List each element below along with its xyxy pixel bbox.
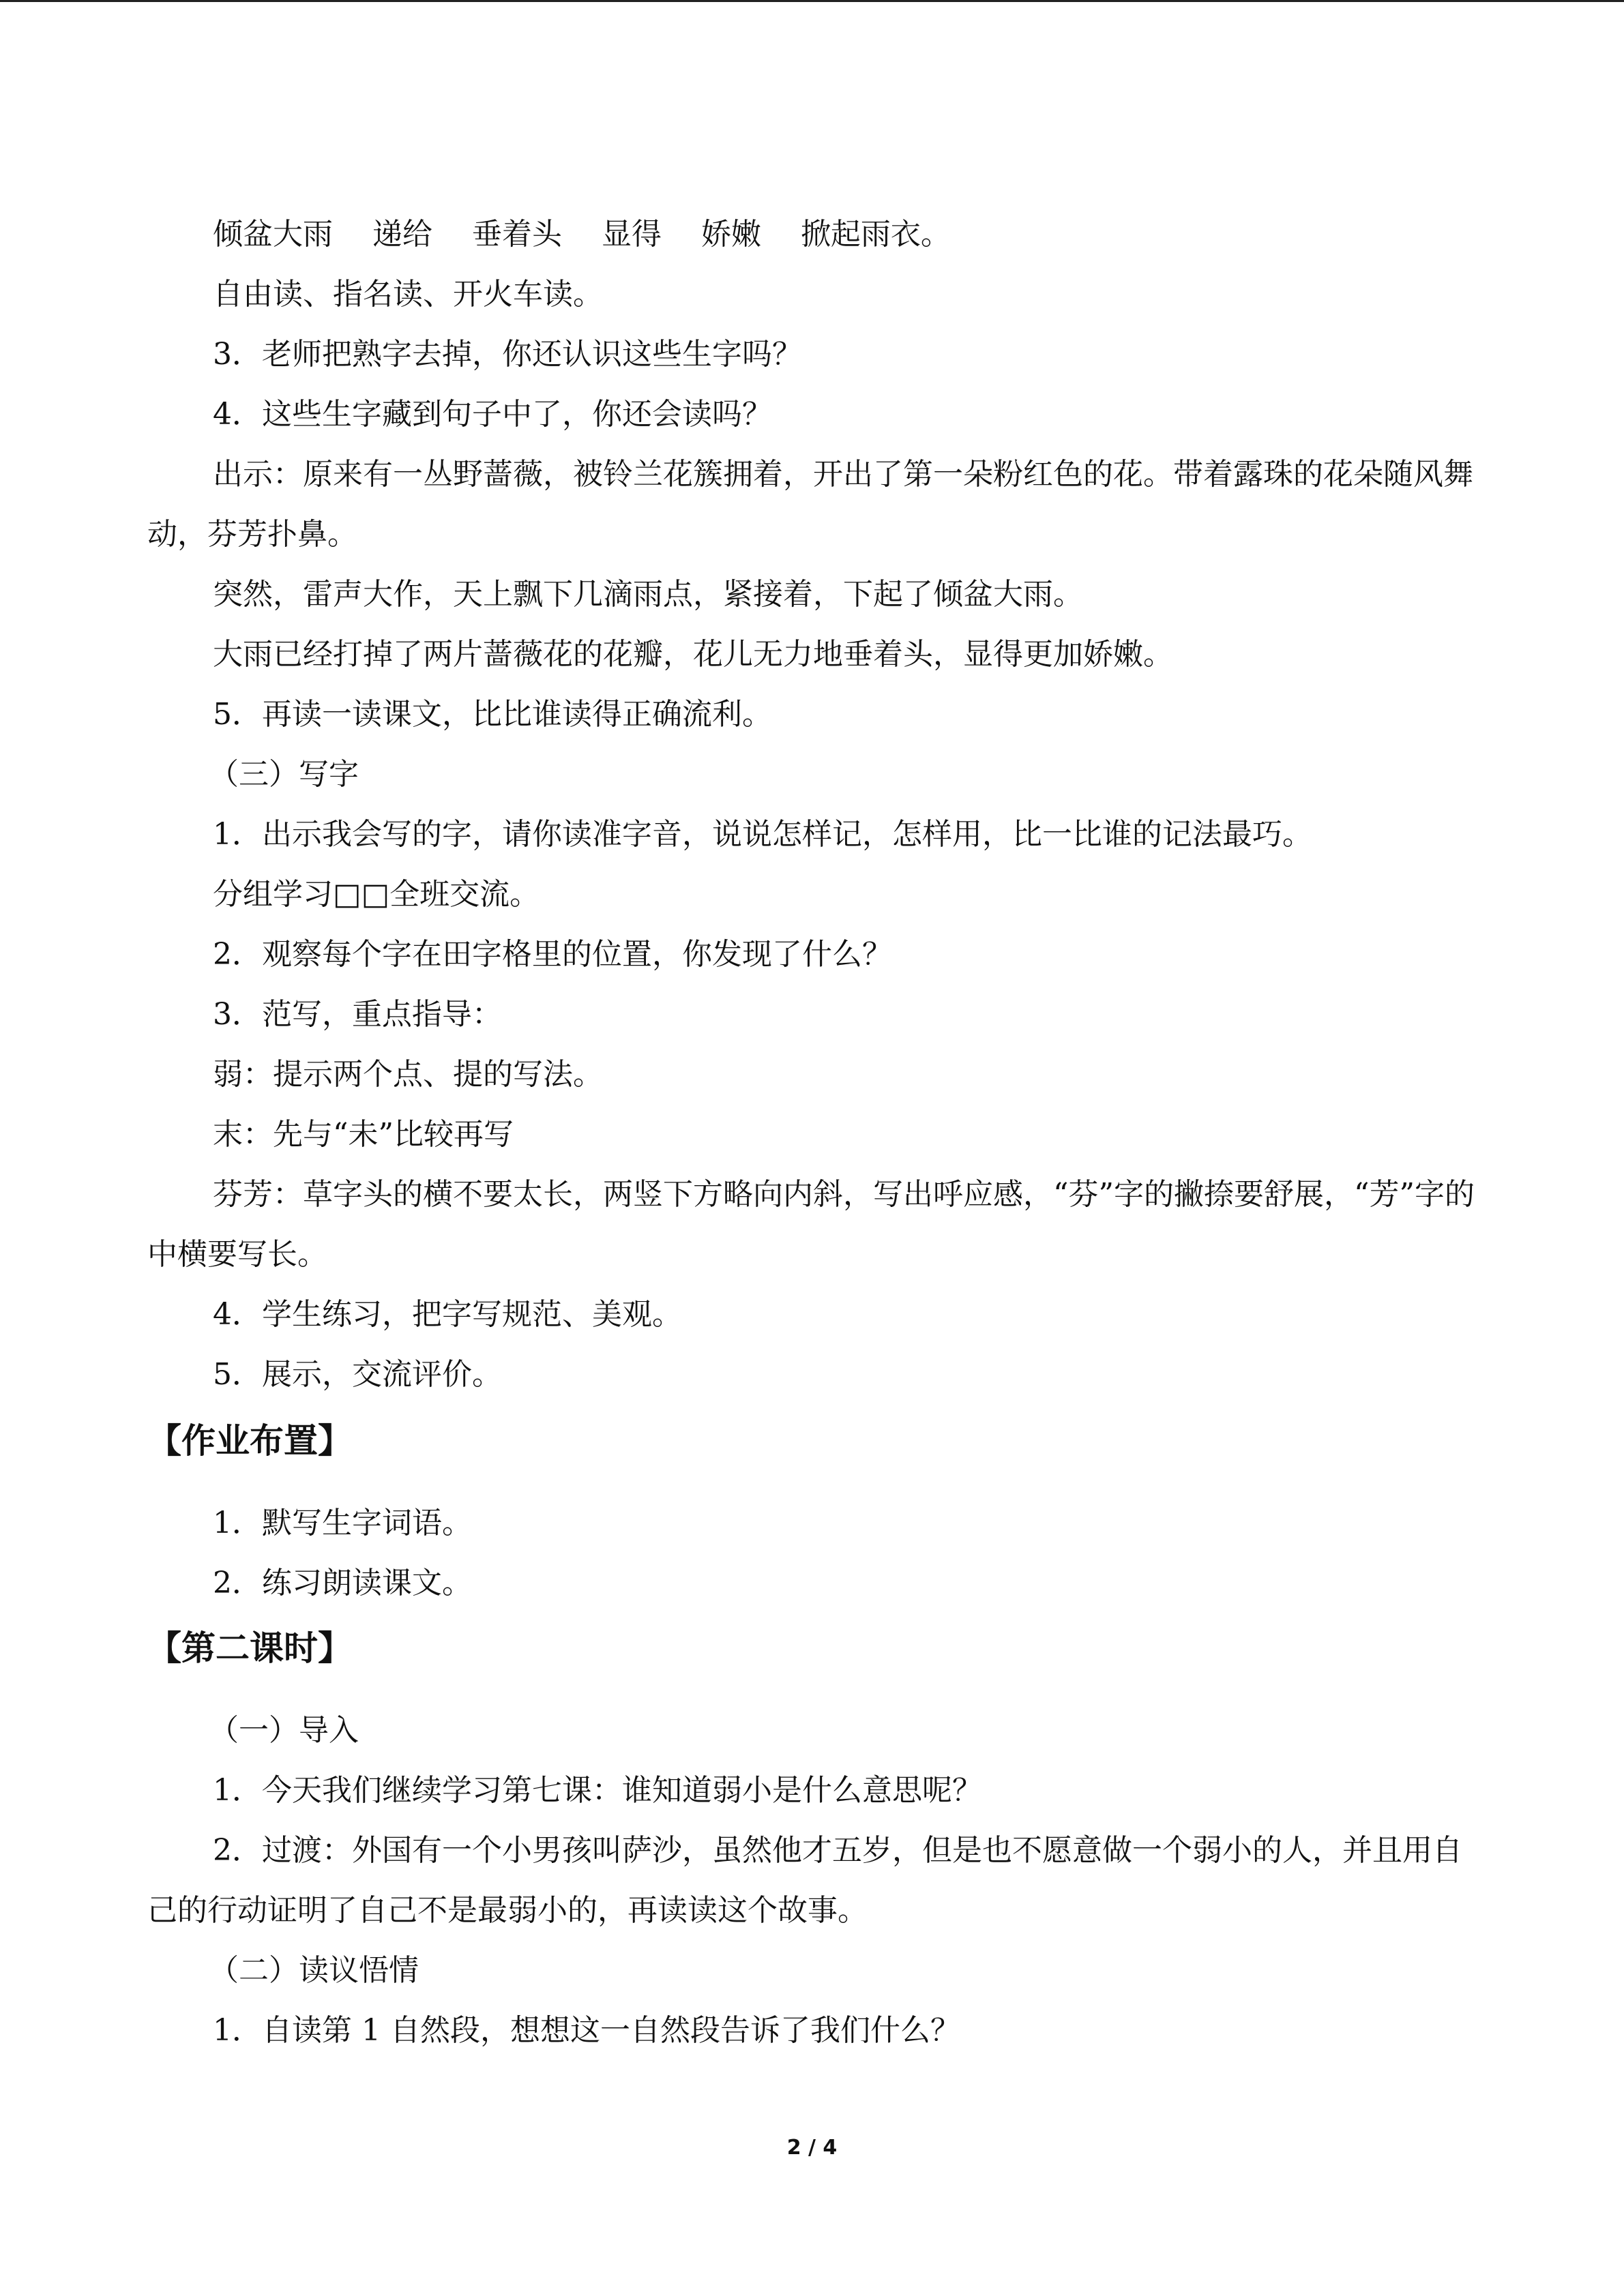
paragraph: 1．今天我们继续学习第七课：谁知道弱小是什么意思呢？ xyxy=(213,1773,982,1808)
homework-heading: 【作业布置】 xyxy=(147,1421,352,1461)
paragraph: 3．老师把熟字去掉，你还认识这些生字吗？ xyxy=(213,337,802,372)
paragraph: 4．学生练习，把字写规范、美观。 xyxy=(213,1297,682,1332)
paragraph: 5．展示，交流评价。 xyxy=(213,1357,502,1392)
paragraph: 2．观察每个字在田字格里的位置，你发现了什么？ xyxy=(213,937,892,972)
paragraph: 3．范写，重点指导： xyxy=(213,997,502,1032)
paragraph: 自由读、指名读、开火车读。 xyxy=(213,277,603,312)
paragraph: 突然，雷声大作，天上飘下几滴雨点，紧接着，下起了倾盆大雨。 xyxy=(213,577,1083,612)
paragraph: 末：先与“未”比较再写 xyxy=(213,1117,514,1152)
vocabulary-line: 倾盆大雨 递给 垂着头 显得 娇嫩 掀起雨衣。 xyxy=(213,217,951,252)
section-subheading: （三）写字 xyxy=(209,757,359,792)
paragraph: 2．过渡：外国有一个小男孩叫萨沙，虽然他才五岁，但是也不愿意做一个弱小的人，并且用自己的行动证明了自己不是最弱小的，再读读这个故事。 xyxy=(147,1833,1462,1928)
paragraph: 4．这些生字藏到句子中了，你还会读吗？ xyxy=(213,397,772,432)
section-subheading: （二）读议悟情 xyxy=(209,1953,419,1988)
paragraph: 出示：原来有一丛野蔷薇，被铃兰花簇拥着，开出了第一朵粉红色的花。带着露珠的花朵随风舞动，芬芳扑鼻。 xyxy=(147,457,1473,552)
homework-item: 1．默写生字词语。 xyxy=(213,1506,472,1540)
lesson-heading: 【第二课时】 xyxy=(147,1628,352,1668)
paragraph: 分组学习□□全班交流。 xyxy=(213,877,540,912)
paragraph: 大雨已经打掉了两片蔷薇花的花瓣，花儿无力地垂着头，显得更加娇嫩。 xyxy=(213,637,1173,672)
section-subheading: （一）导入 xyxy=(209,1713,359,1748)
homework-item: 2．练习朗读课文。 xyxy=(213,1566,472,1600)
paragraph: 弱：提示两个点、提的写法。 xyxy=(213,1057,603,1092)
page-number: 2 / 4 xyxy=(786,2136,838,2160)
paragraph: 5．再读一读课文，比比谁读得正确流利。 xyxy=(213,697,772,732)
paragraph: 1．自读第 1 自然段，想想这一自然段告诉了我们什么？ xyxy=(213,2013,960,2048)
paragraph: 1．出示我会写的字，请你读准字音，说说怎样记，怎样用，比一比谁的记法最巧。 xyxy=(213,817,1312,852)
paragraph: 芬芳：草字头的横不要太长，两竖下方略向内斜，写出呼应感，“芬”字的撇捺要舒展，“芳”字的中横要写长。 xyxy=(147,1177,1475,1272)
